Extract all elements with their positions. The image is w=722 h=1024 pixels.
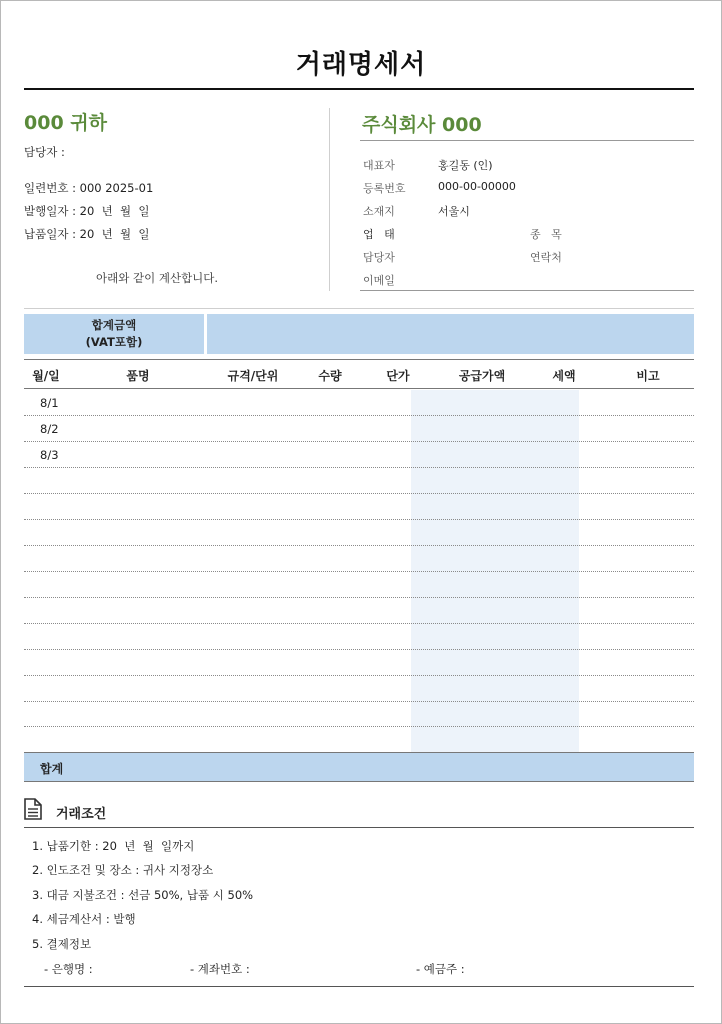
- serial-label: 일련번호 :: [24, 181, 76, 195]
- recipient-contact: [24, 144, 65, 160]
- total-amount-box: [24, 314, 694, 354]
- issue-date-row: [24, 203, 150, 219]
- col-tax: 세액: [552, 369, 576, 383]
- reg-value: 000-00-00000: [438, 180, 516, 193]
- table-row: [24, 624, 694, 650]
- address-value: 서울시: [438, 205, 470, 218]
- table-row: 8/2: [24, 416, 694, 442]
- supplier-name: 주식회사 000: [362, 114, 482, 136]
- calculation-note: 아래와 같이 계산합니다.: [96, 271, 219, 285]
- serial-value: 000 2025-01: [79, 181, 154, 195]
- header-vertical-divider: [329, 108, 330, 291]
- table-row: 8/1: [24, 390, 694, 416]
- col-supply-amount: 공급가액: [458, 369, 506, 383]
- table-row: [24, 546, 694, 572]
- total-amount-label: 합계금액 (VAT포함): [24, 314, 204, 354]
- sum-row: [24, 752, 694, 782]
- col-spec: 규격/단위: [227, 369, 279, 383]
- term-item: 5. 결제정보: [32, 937, 92, 951]
- sum-label: 합계: [40, 762, 64, 776]
- recipient-block: [24, 108, 314, 285]
- table-row: [24, 598, 694, 624]
- items-table: [24, 359, 694, 389]
- col-remarks: 비고: [636, 369, 660, 383]
- supplier-row-reg: [363, 180, 406, 196]
- col-unit-price: 단가: [386, 369, 410, 383]
- ceo-label: 대표자: [363, 159, 395, 172]
- recipient-name: 000 귀하: [24, 112, 107, 134]
- supplier-rule: [360, 140, 694, 141]
- supplier-row-ceo: [363, 157, 395, 173]
- term-item: 2. 인도조건 및 장소 : 귀사 지정장소: [32, 863, 214, 877]
- email-label: 이메일: [363, 274, 395, 287]
- supplier-contact-label: 담당자: [363, 251, 395, 264]
- business-item-label: 종 목: [530, 228, 562, 241]
- bank-name-label: - 은행명 :: [44, 962, 93, 976]
- term-item: 1. 납품기한 : 20 년 월 일까지: [32, 839, 195, 853]
- terms-title: 거래조건: [56, 807, 107, 822]
- supplier-bottom-rule: [360, 290, 694, 291]
- issue-label: 발행일자 :: [24, 204, 76, 218]
- supplier-row-address: [363, 203, 395, 219]
- total-amount-value: [207, 314, 694, 354]
- account-number-label: - 계좌번호 :: [190, 962, 250, 976]
- address-label: 소재지: [363, 205, 395, 218]
- ceo-value: 홍길동 (인): [438, 159, 493, 172]
- delivery-date-row: [24, 226, 150, 242]
- terms-bottom-rule: [24, 986, 694, 987]
- table-row: [24, 468, 694, 494]
- table-row: [24, 702, 694, 728]
- serial-row: [24, 180, 153, 196]
- table-row: [24, 572, 694, 598]
- term-item: 4. 세금계산서 : 발행: [32, 912, 136, 926]
- table-row: 8/3: [24, 442, 694, 468]
- business-type-label: 업 태: [363, 228, 395, 241]
- table-row: [24, 726, 694, 752]
- phone-label: 연락처: [530, 251, 562, 264]
- title-divider: [24, 88, 694, 90]
- table-row: [24, 676, 694, 702]
- delivery-value: 20 년 월 일: [79, 227, 150, 241]
- table-header: [24, 359, 694, 389]
- terms-header: [24, 796, 694, 828]
- contact-label: 담당자 :: [24, 145, 65, 159]
- table-row: [24, 494, 694, 520]
- col-date: 월/일: [32, 369, 60, 383]
- section-separator: [24, 308, 694, 309]
- term-item: 3. 대금 지불조건 : 선금 50%, 납품 시 50%: [32, 888, 254, 902]
- col-qty: 수량: [318, 369, 342, 383]
- document-icon: [24, 798, 42, 824]
- delivery-label: 납품일자 :: [24, 227, 76, 241]
- reg-label: 등록번호: [363, 182, 406, 195]
- account-holder-label: - 예금주 :: [416, 962, 465, 976]
- document-title: 거래명세서: [295, 50, 427, 80]
- table-row: [24, 520, 694, 546]
- issue-value: 20 년 월 일: [79, 204, 150, 218]
- col-item: 품명: [126, 369, 150, 383]
- table-row: [24, 650, 694, 676]
